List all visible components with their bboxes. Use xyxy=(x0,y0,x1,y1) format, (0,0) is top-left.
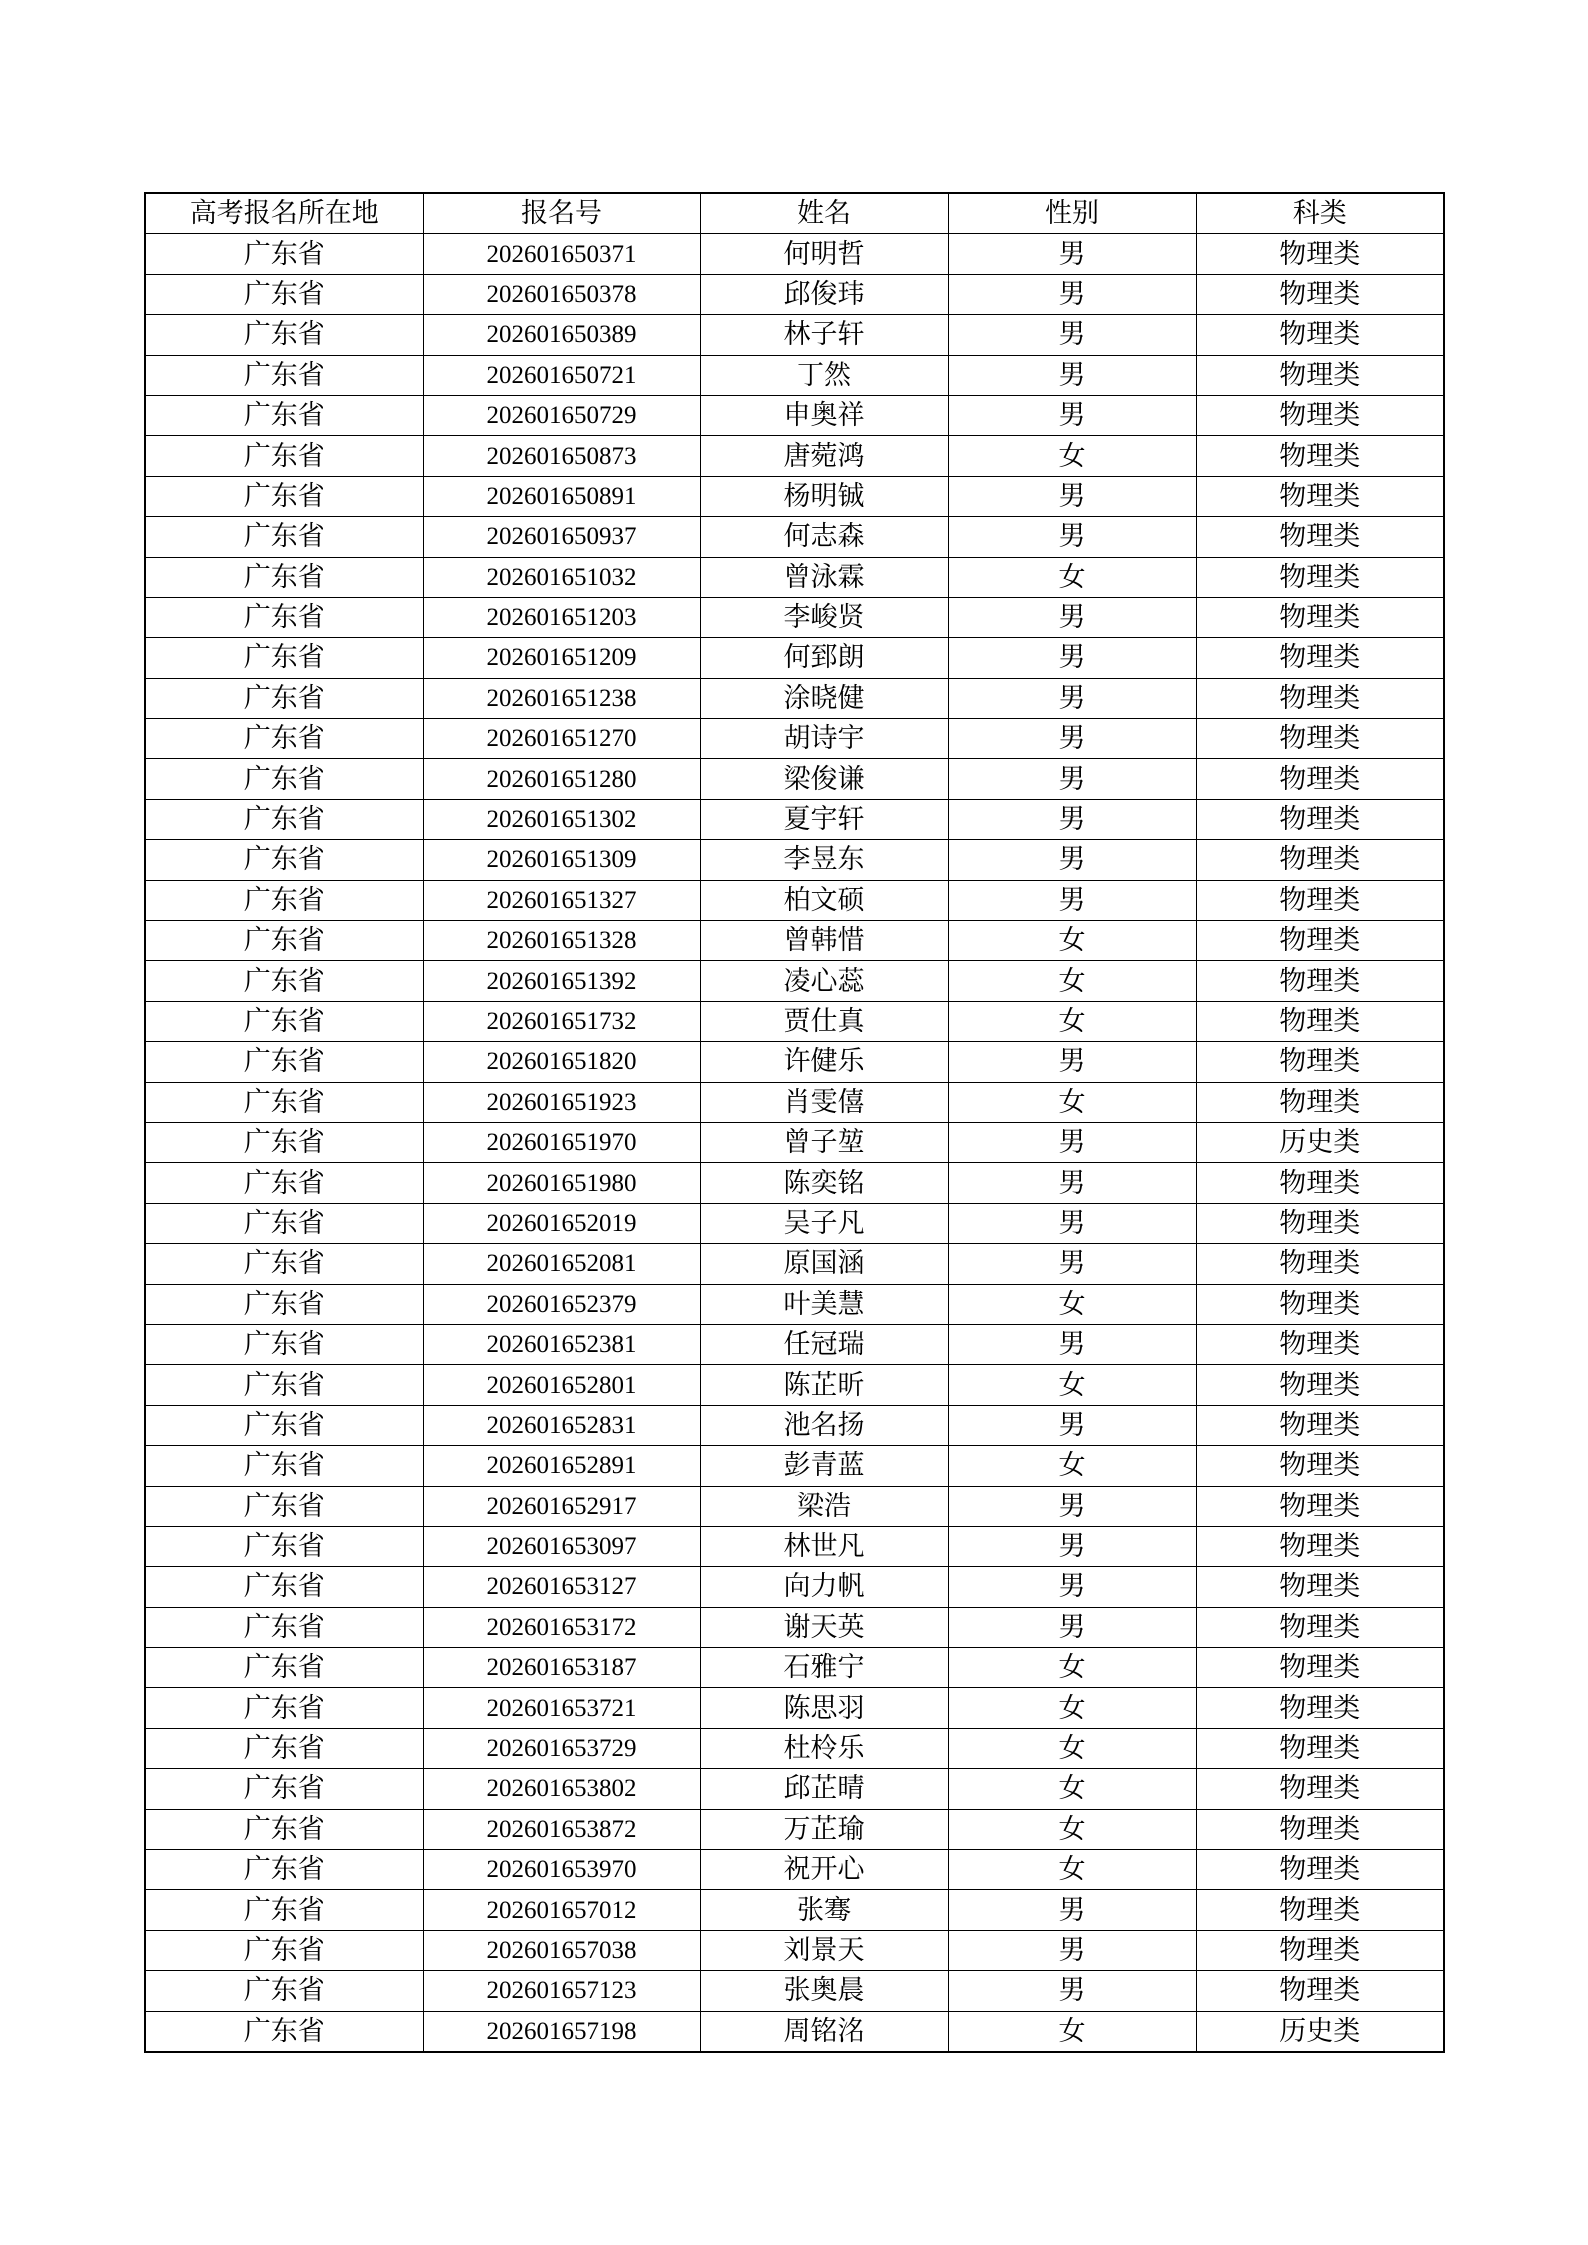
cell-subject: 物理类 xyxy=(1196,1890,1444,1930)
cell-subject: 物理类 xyxy=(1196,840,1444,880)
cell-name: 杜柃乐 xyxy=(700,1728,948,1768)
table-row xyxy=(145,1607,1444,1647)
cell-gender: 男 xyxy=(948,799,1196,839)
cell-location: 广东省 xyxy=(145,961,423,1001)
cell-location: 广东省 xyxy=(145,476,423,516)
cell-location: 广东省 xyxy=(145,436,423,476)
cell-registration-no: 202601650389 xyxy=(423,315,700,355)
cell-location: 广东省 xyxy=(145,557,423,597)
cell-registration-no: 202601651270 xyxy=(423,719,700,759)
cell-name: 梁浩 xyxy=(700,1486,948,1526)
cell-registration-no: 202601650371 xyxy=(423,234,700,274)
cell-subject: 物理类 xyxy=(1196,1850,1444,1890)
cell-registration-no: 202601652831 xyxy=(423,1405,700,1445)
cell-name: 曾韩惜 xyxy=(700,921,948,961)
cell-registration-no: 202601657038 xyxy=(423,1930,700,1970)
cell-location: 广东省 xyxy=(145,517,423,557)
table-row xyxy=(145,1122,1444,1162)
cell-name: 申奥祥 xyxy=(700,395,948,435)
cell-location: 广东省 xyxy=(145,1163,423,1203)
table-row xyxy=(145,759,1444,799)
cell-gender: 男 xyxy=(948,355,1196,395)
cell-subject: 物理类 xyxy=(1196,234,1444,274)
cell-name: 贾仕真 xyxy=(700,1001,948,1041)
cell-gender: 男 xyxy=(948,517,1196,557)
table-row xyxy=(145,315,1444,355)
table-row xyxy=(145,880,1444,920)
cell-registration-no: 202601651392 xyxy=(423,961,700,1001)
cell-location: 广东省 xyxy=(145,1648,423,1688)
cell-registration-no: 202601657198 xyxy=(423,2011,700,2052)
cell-name: 林世凡 xyxy=(700,1526,948,1566)
cell-registration-no: 202601653970 xyxy=(423,1850,700,1890)
cell-gender: 男 xyxy=(948,719,1196,759)
cell-subject: 物理类 xyxy=(1196,638,1444,678)
cell-gender: 女 xyxy=(948,1769,1196,1809)
cell-location: 广东省 xyxy=(145,274,423,314)
cell-subject: 物理类 xyxy=(1196,1526,1444,1566)
cell-registration-no: 202601652081 xyxy=(423,1244,700,1284)
cell-name: 祝开心 xyxy=(700,1850,948,1890)
cell-gender: 男 xyxy=(948,759,1196,799)
table-row xyxy=(145,557,1444,597)
cell-subject: 物理类 xyxy=(1196,1728,1444,1768)
roster-table xyxy=(144,192,1445,2053)
cell-location: 广东省 xyxy=(145,678,423,718)
cell-registration-no: 202601650378 xyxy=(423,274,700,314)
table-row xyxy=(145,1163,1444,1203)
cell-subject: 物理类 xyxy=(1196,1809,1444,1849)
cell-name: 张骞 xyxy=(700,1890,948,1930)
cell-gender: 女 xyxy=(948,557,1196,597)
table-row xyxy=(145,1365,1444,1405)
cell-subject: 历史类 xyxy=(1196,2011,1444,2052)
cell-subject: 物理类 xyxy=(1196,1082,1444,1122)
cell-name: 张奥晨 xyxy=(700,1971,948,2011)
cell-name: 何明哲 xyxy=(700,234,948,274)
table-row xyxy=(145,840,1444,880)
cell-registration-no: 202601651327 xyxy=(423,880,700,920)
cell-registration-no: 202601653802 xyxy=(423,1769,700,1809)
cell-gender: 男 xyxy=(948,395,1196,435)
cell-location: 广东省 xyxy=(145,355,423,395)
cell-location: 广东省 xyxy=(145,1809,423,1849)
cell-gender: 男 xyxy=(948,638,1196,678)
table-row xyxy=(145,436,1444,476)
cell-gender: 女 xyxy=(948,1284,1196,1324)
cell-subject: 物理类 xyxy=(1196,395,1444,435)
cell-gender: 女 xyxy=(948,2011,1196,2052)
cell-gender: 女 xyxy=(948,921,1196,961)
cell-name: 许健乐 xyxy=(700,1042,948,1082)
cell-name: 李昱东 xyxy=(700,840,948,880)
cell-location: 广东省 xyxy=(145,840,423,880)
table-row xyxy=(145,1082,1444,1122)
cell-registration-no: 202601651923 xyxy=(423,1082,700,1122)
cell-registration-no: 202601653721 xyxy=(423,1688,700,1728)
cell-name: 陈芷昕 xyxy=(700,1365,948,1405)
cell-subject: 物理类 xyxy=(1196,1284,1444,1324)
cell-location: 广东省 xyxy=(145,1567,423,1607)
cell-location: 广东省 xyxy=(145,1082,423,1122)
cell-location: 广东省 xyxy=(145,1890,423,1930)
cell-subject: 物理类 xyxy=(1196,597,1444,637)
cell-name: 周铭洺 xyxy=(700,2011,948,2052)
cell-name: 林子轩 xyxy=(700,315,948,355)
table-row xyxy=(145,234,1444,274)
cell-location: 广东省 xyxy=(145,1244,423,1284)
cell-location: 广东省 xyxy=(145,719,423,759)
cell-location: 广东省 xyxy=(145,799,423,839)
table-row xyxy=(145,1567,1444,1607)
cell-registration-no: 202601651203 xyxy=(423,597,700,637)
cell-subject: 物理类 xyxy=(1196,557,1444,597)
cell-subject: 物理类 xyxy=(1196,274,1444,314)
cell-location: 广东省 xyxy=(145,1284,423,1324)
table-row xyxy=(145,638,1444,678)
cell-gender: 男 xyxy=(948,678,1196,718)
cell-name: 柏文硕 xyxy=(700,880,948,920)
cell-location: 广东省 xyxy=(145,1769,423,1809)
cell-name: 李峻贤 xyxy=(700,597,948,637)
cell-name: 涂晓健 xyxy=(700,678,948,718)
cell-registration-no: 202601657012 xyxy=(423,1890,700,1930)
cell-subject: 物理类 xyxy=(1196,1971,1444,2011)
cell-registration-no: 202601651732 xyxy=(423,1001,700,1041)
cell-registration-no: 202601650721 xyxy=(423,355,700,395)
roster-body xyxy=(145,234,1444,2052)
table-row xyxy=(145,1648,1444,1688)
cell-gender: 女 xyxy=(948,1082,1196,1122)
table-row xyxy=(145,1324,1444,1364)
cell-location: 广东省 xyxy=(145,1728,423,1768)
cell-registration-no: 202601653172 xyxy=(423,1607,700,1647)
cell-gender: 男 xyxy=(948,840,1196,880)
cell-gender: 男 xyxy=(948,274,1196,314)
cell-gender: 女 xyxy=(948,1648,1196,1688)
cell-subject: 物理类 xyxy=(1196,961,1444,1001)
cell-location: 广东省 xyxy=(145,638,423,678)
cell-registration-no: 202601652917 xyxy=(423,1486,700,1526)
cell-location: 广东省 xyxy=(145,880,423,920)
cell-name: 陈思羽 xyxy=(700,1688,948,1728)
cell-gender: 男 xyxy=(948,234,1196,274)
cell-name: 邱芷晴 xyxy=(700,1769,948,1809)
cell-gender: 男 xyxy=(948,1244,1196,1284)
cell-name: 丁然 xyxy=(700,355,948,395)
cell-gender: 男 xyxy=(948,1526,1196,1566)
cell-subject: 物理类 xyxy=(1196,1688,1444,1728)
cell-name: 原国涵 xyxy=(700,1244,948,1284)
cell-gender: 女 xyxy=(948,961,1196,1001)
cell-location: 广东省 xyxy=(145,1405,423,1445)
cell-location: 广东省 xyxy=(145,1607,423,1647)
cell-location: 广东省 xyxy=(145,1365,423,1405)
cell-registration-no: 202601651302 xyxy=(423,799,700,839)
cell-subject: 物理类 xyxy=(1196,1930,1444,1970)
cell-subject: 物理类 xyxy=(1196,921,1444,961)
table-row xyxy=(145,1405,1444,1445)
cell-location: 广东省 xyxy=(145,315,423,355)
cell-location: 广东省 xyxy=(145,1203,423,1243)
table-row xyxy=(145,1284,1444,1324)
cell-subject: 物理类 xyxy=(1196,1203,1444,1243)
cell-location: 广东省 xyxy=(145,1850,423,1890)
header-cell-location: 高考报名所在地 xyxy=(145,193,423,234)
cell-registration-no: 202601652891 xyxy=(423,1446,700,1486)
table-row xyxy=(145,1526,1444,1566)
cell-registration-no: 202601657123 xyxy=(423,1971,700,2011)
table-row xyxy=(145,517,1444,557)
cell-subject: 物理类 xyxy=(1196,1163,1444,1203)
cell-subject: 物理类 xyxy=(1196,880,1444,920)
table-row xyxy=(145,274,1444,314)
cell-registration-no: 202601651820 xyxy=(423,1042,700,1082)
cell-gender: 男 xyxy=(948,1122,1196,1162)
cell-subject: 历史类 xyxy=(1196,1122,1444,1162)
table-row xyxy=(145,1203,1444,1243)
cell-gender: 男 xyxy=(948,315,1196,355)
cell-subject: 物理类 xyxy=(1196,1244,1444,1284)
cell-gender: 男 xyxy=(948,597,1196,637)
cell-registration-no: 202601651328 xyxy=(423,921,700,961)
cell-name: 叶美慧 xyxy=(700,1284,948,1324)
cell-gender: 女 xyxy=(948,1365,1196,1405)
cell-registration-no: 202601651980 xyxy=(423,1163,700,1203)
cell-gender: 男 xyxy=(948,1567,1196,1607)
cell-gender: 男 xyxy=(948,476,1196,516)
cell-subject: 物理类 xyxy=(1196,1324,1444,1364)
cell-gender: 男 xyxy=(948,1930,1196,1970)
cell-gender: 男 xyxy=(948,880,1196,920)
table-row xyxy=(145,597,1444,637)
cell-location: 广东省 xyxy=(145,921,423,961)
cell-location: 广东省 xyxy=(145,597,423,637)
cell-registration-no: 202601651280 xyxy=(423,759,700,799)
cell-name: 何郅朗 xyxy=(700,638,948,678)
table-row xyxy=(145,678,1444,718)
table-row xyxy=(145,395,1444,435)
cell-name: 杨明铖 xyxy=(700,476,948,516)
cell-gender: 男 xyxy=(948,1203,1196,1243)
cell-subject: 物理类 xyxy=(1196,1405,1444,1445)
cell-subject: 物理类 xyxy=(1196,1486,1444,1526)
cell-location: 广东省 xyxy=(145,759,423,799)
cell-location: 广东省 xyxy=(145,1688,423,1728)
cell-subject: 物理类 xyxy=(1196,1001,1444,1041)
cell-registration-no: 202601651209 xyxy=(423,638,700,678)
cell-location: 广东省 xyxy=(145,2011,423,2052)
cell-gender: 男 xyxy=(948,1405,1196,1445)
table-row xyxy=(145,1850,1444,1890)
header-cell-registration-no: 报名号 xyxy=(423,193,700,234)
cell-registration-no: 202601652381 xyxy=(423,1324,700,1364)
cell-registration-no: 202601651238 xyxy=(423,678,700,718)
cell-registration-no: 202601650937 xyxy=(423,517,700,557)
cell-name: 向力帆 xyxy=(700,1567,948,1607)
cell-subject: 物理类 xyxy=(1196,1365,1444,1405)
cell-name: 凌心蕊 xyxy=(700,961,948,1001)
cell-gender: 男 xyxy=(948,1607,1196,1647)
cell-name: 万芷瑜 xyxy=(700,1809,948,1849)
cell-registration-no: 202601653729 xyxy=(423,1728,700,1768)
cell-name: 夏宇轩 xyxy=(700,799,948,839)
table-row xyxy=(145,1486,1444,1526)
table-row xyxy=(145,1728,1444,1768)
cell-location: 广东省 xyxy=(145,1042,423,1082)
cell-location: 广东省 xyxy=(145,1446,423,1486)
table-row xyxy=(145,961,1444,1001)
header-row xyxy=(145,193,1444,234)
header-cell-gender: 性别 xyxy=(948,193,1196,234)
table-row xyxy=(145,799,1444,839)
cell-location: 广东省 xyxy=(145,1486,423,1526)
table-row xyxy=(145,1446,1444,1486)
cell-subject: 物理类 xyxy=(1196,1769,1444,1809)
table-row xyxy=(145,1688,1444,1728)
cell-subject: 物理类 xyxy=(1196,799,1444,839)
table-row xyxy=(145,1930,1444,1970)
cell-subject: 物理类 xyxy=(1196,517,1444,557)
cell-subject: 物理类 xyxy=(1196,1648,1444,1688)
cell-gender: 女 xyxy=(948,436,1196,476)
table-row xyxy=(145,1890,1444,1930)
cell-gender: 男 xyxy=(948,1971,1196,2011)
cell-registration-no: 202601653872 xyxy=(423,1809,700,1849)
cell-registration-no: 202601651032 xyxy=(423,557,700,597)
cell-location: 广东省 xyxy=(145,234,423,274)
cell-gender: 男 xyxy=(948,1042,1196,1082)
table-row xyxy=(145,355,1444,395)
table-row xyxy=(145,1001,1444,1041)
cell-name: 池名扬 xyxy=(700,1405,948,1445)
cell-gender: 女 xyxy=(948,1850,1196,1890)
cell-name: 石雅宁 xyxy=(700,1648,948,1688)
cell-gender: 女 xyxy=(948,1809,1196,1849)
header-cell-subject: 科类 xyxy=(1196,193,1444,234)
cell-location: 广东省 xyxy=(145,1001,423,1041)
cell-location: 广东省 xyxy=(145,1971,423,2011)
cell-name: 曾泳霖 xyxy=(700,557,948,597)
cell-name: 刘景天 xyxy=(700,1930,948,1970)
cell-registration-no: 202601652379 xyxy=(423,1284,700,1324)
table-row xyxy=(145,719,1444,759)
cell-name: 邱俊玮 xyxy=(700,274,948,314)
cell-name: 曾子堃 xyxy=(700,1122,948,1162)
cell-name: 吴子凡 xyxy=(700,1203,948,1243)
cell-name: 梁俊谦 xyxy=(700,759,948,799)
cell-subject: 物理类 xyxy=(1196,1446,1444,1486)
cell-registration-no: 202601652019 xyxy=(423,1203,700,1243)
cell-subject: 物理类 xyxy=(1196,436,1444,476)
table-row xyxy=(145,1042,1444,1082)
cell-registration-no: 202601651309 xyxy=(423,840,700,880)
cell-subject: 物理类 xyxy=(1196,1607,1444,1647)
cell-location: 广东省 xyxy=(145,1526,423,1566)
cell-location: 广东省 xyxy=(145,1930,423,1970)
cell-subject: 物理类 xyxy=(1196,355,1444,395)
cell-gender: 男 xyxy=(948,1324,1196,1364)
header-cell-name: 姓名 xyxy=(700,193,948,234)
cell-name: 陈奕铭 xyxy=(700,1163,948,1203)
cell-gender: 女 xyxy=(948,1688,1196,1728)
cell-location: 广东省 xyxy=(145,395,423,435)
table-row xyxy=(145,2011,1444,2052)
cell-registration-no: 202601651970 xyxy=(423,1122,700,1162)
cell-name: 肖雯僖 xyxy=(700,1082,948,1122)
cell-registration-no: 202601653097 xyxy=(423,1526,700,1566)
table-row xyxy=(145,1244,1444,1284)
cell-subject: 物理类 xyxy=(1196,1042,1444,1082)
table-row xyxy=(145,1971,1444,2011)
cell-name: 谢天英 xyxy=(700,1607,948,1647)
cell-name: 唐菀鸿 xyxy=(700,436,948,476)
cell-registration-no: 202601650729 xyxy=(423,395,700,435)
cell-gender: 男 xyxy=(948,1163,1196,1203)
cell-registration-no: 202601650873 xyxy=(423,436,700,476)
cell-name: 彭青蓝 xyxy=(700,1446,948,1486)
cell-registration-no: 202601653127 xyxy=(423,1567,700,1607)
cell-gender: 女 xyxy=(948,1001,1196,1041)
cell-subject: 物理类 xyxy=(1196,678,1444,718)
cell-gender: 男 xyxy=(948,1486,1196,1526)
cell-subject: 物理类 xyxy=(1196,315,1444,355)
cell-registration-no: 202601653187 xyxy=(423,1648,700,1688)
table-row xyxy=(145,1809,1444,1849)
cell-subject: 物理类 xyxy=(1196,476,1444,516)
cell-subject: 物理类 xyxy=(1196,759,1444,799)
cell-gender: 女 xyxy=(948,1446,1196,1486)
cell-gender: 男 xyxy=(948,1890,1196,1930)
cell-name: 何志森 xyxy=(700,517,948,557)
cell-location: 广东省 xyxy=(145,1324,423,1364)
cell-subject: 物理类 xyxy=(1196,1567,1444,1607)
cell-name: 胡诗宇 xyxy=(700,719,948,759)
cell-location: 广东省 xyxy=(145,1122,423,1162)
cell-gender: 女 xyxy=(948,1728,1196,1768)
cell-subject: 物理类 xyxy=(1196,719,1444,759)
cell-name: 任冠瑞 xyxy=(700,1324,948,1364)
table-row xyxy=(145,921,1444,961)
table-row xyxy=(145,476,1444,516)
cell-registration-no: 202601652801 xyxy=(423,1365,700,1405)
table-row xyxy=(145,1769,1444,1809)
cell-registration-no: 202601650891 xyxy=(423,476,700,516)
